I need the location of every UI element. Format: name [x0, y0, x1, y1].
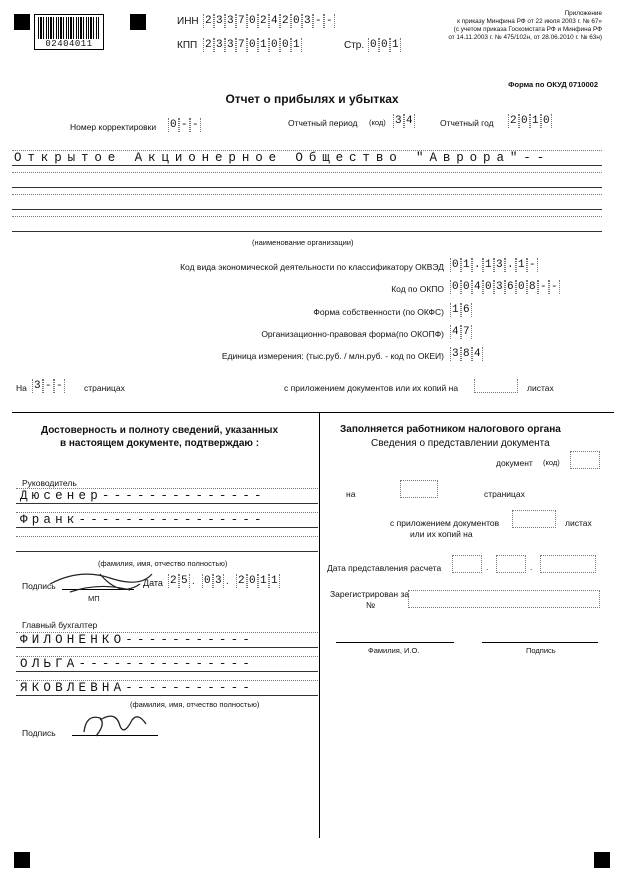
char-cell: 0 — [380, 39, 388, 51]
char-cell: 3 — [226, 39, 234, 51]
char-cell: 3 — [226, 15, 234, 27]
char-cell: 4 — [270, 15, 278, 27]
char-cell: - — [550, 281, 558, 293]
char-cell: 5 — [180, 575, 188, 587]
date-separator: . — [192, 576, 195, 587]
page-number-field[interactable] — [368, 38, 401, 52]
appendix-line: к приказу Минфина РФ от 22 июля 2003 г. № 67» — [457, 18, 602, 25]
attach-sheets-field[interactable] — [474, 379, 518, 393]
date-day-field[interactable] — [168, 574, 190, 588]
char-cell: 3 — [495, 281, 503, 293]
char-cell: 2 — [169, 575, 177, 587]
head-name-value: Франк---------------- — [20, 513, 266, 527]
char-cell: 7 — [237, 15, 245, 27]
char-cell: 4 — [451, 326, 459, 338]
okei-label: Единица измерения: (тыс.руб. / млн.руб. - код по ОКЕИ) — [221, 351, 444, 361]
char-cell: 7 — [237, 39, 245, 51]
tax-office-subheading: Сведения о представлении документа — [371, 438, 550, 449]
submission-day-field[interactable] — [452, 555, 482, 573]
corner-marker-bottom-right — [594, 852, 610, 868]
char-cell: 4 — [473, 281, 481, 293]
char-cell: 4 — [405, 115, 413, 127]
char-cell: 3 — [33, 380, 41, 392]
org-name-value: Открытое Акционерное Общество "Аврора"-- — [14, 151, 551, 165]
char-cell: - — [191, 119, 199, 131]
acc-patronymic-value: ЯКОВЛЕВНА----------- — [20, 681, 255, 695]
registration-number-field[interactable] — [408, 590, 600, 608]
char-cell: 0 — [203, 575, 211, 587]
tax-pages-field[interactable] — [400, 480, 438, 498]
correction-label: Номер корректировки — [70, 122, 157, 132]
char-cell: 1 — [391, 39, 399, 51]
section-divider — [12, 412, 614, 413]
inn-field[interactable] — [203, 14, 335, 28]
char-cell: 3 — [215, 15, 223, 27]
sign-caption: Подпись — [526, 646, 556, 655]
char-cell: 6 — [462, 304, 470, 316]
pages-on-label: На — [16, 383, 27, 393]
char-cell: 0 — [484, 281, 492, 293]
char-cell: 0 — [517, 281, 525, 293]
char-cell: 0 — [270, 39, 278, 51]
char-cell: 0 — [462, 281, 470, 293]
okopf-field[interactable] — [450, 325, 472, 339]
document-code-label: (код) — [543, 458, 560, 467]
tax-attach-label-1: с приложением документов — [390, 518, 500, 528]
char-cell: - — [325, 15, 333, 27]
kpp-label: КПП — [177, 40, 198, 51]
okpo-label: Код по ОКПО — [391, 284, 444, 294]
year-field[interactable] — [508, 114, 552, 128]
confirm-heading-line-1: Достоверность и полноту сведений, указанных — [40, 425, 279, 436]
kpp-field[interactable] — [203, 38, 302, 52]
date-month-field[interactable] — [202, 574, 224, 588]
attach-label: с приложением документов или их копий на — [284, 383, 459, 393]
char-cell: . — [473, 259, 481, 271]
char-cell: 3 — [215, 39, 223, 51]
tax-office-heading: Заполняется работником налогового органа — [340, 424, 561, 435]
head-fio-caption: (фамилия, имя, отчество полностью) — [98, 559, 228, 568]
submission-year-field[interactable] — [540, 555, 596, 573]
char-cell: 2 — [237, 575, 245, 587]
okfs-field[interactable] — [450, 303, 472, 317]
barcode — [34, 14, 104, 50]
appendix-line: (с учетом приказа Госкомстата РФ и Минфина РФ — [453, 26, 602, 33]
char-cell: 1 — [484, 259, 492, 271]
document-code-field[interactable] — [570, 451, 600, 469]
corner-marker-top-left — [14, 14, 30, 30]
fio-line — [336, 642, 454, 643]
submission-month-field[interactable] — [496, 555, 526, 573]
document-label: документ — [496, 458, 533, 468]
correction-field[interactable] — [168, 118, 201, 132]
pages-label: страницах — [84, 383, 125, 393]
char-cell: 8 — [528, 281, 536, 293]
head-label: Руководитель — [22, 478, 77, 488]
char-cell: - — [528, 259, 536, 271]
char-cell: 1 — [451, 304, 459, 316]
org-name-caption: (наименование организации) — [252, 238, 354, 247]
acc-surname-value: ФИЛОНЕНКО----------- — [20, 633, 255, 647]
char-cell: 3 — [451, 348, 459, 360]
acc-fio-caption: (фамилия, имя, отчество полностью) — [130, 700, 260, 709]
org-name-row-3[interactable] — [12, 194, 602, 210]
char-cell: 1 — [292, 39, 300, 51]
char-cell: 2 — [259, 15, 267, 27]
char-cell: 2 — [204, 15, 212, 27]
date-label: Дата — [143, 578, 163, 588]
char-cell: 0 — [451, 281, 459, 293]
char-cell: 0 — [369, 39, 377, 51]
char-cell: 3 — [214, 575, 222, 587]
tax-pages-on-label: на — [346, 489, 356, 499]
tax-attach-sheets-field[interactable] — [512, 510, 556, 528]
char-cell: 1 — [531, 115, 539, 127]
char-cell: 0 — [281, 39, 289, 51]
okpo-field[interactable] — [450, 280, 560, 294]
char-cell: - — [180, 119, 188, 131]
char-cell: 0 — [248, 39, 256, 51]
char-cell: 1 — [270, 575, 278, 587]
appendix-line: от 14.11.2003 г. № 475/102н, от 28.06.2010 г. № 63н) — [448, 34, 602, 41]
char-cell: 2 — [281, 15, 289, 27]
date-separator: . — [530, 562, 533, 572]
char-cell: 0 — [248, 575, 256, 587]
okved-label: Код вида экономической деятельности по классификатору ОКВЭД — [180, 262, 444, 272]
acc-sign-label: Подпись — [22, 728, 56, 738]
appendix-note — [448, 10, 602, 42]
pages-count-field[interactable] — [32, 379, 65, 393]
char-cell: 2 — [509, 115, 517, 127]
accountant-label: Главный бухгалтер — [22, 620, 98, 630]
tax-pages-label: страницах — [484, 489, 525, 499]
char-cell: 3 — [495, 259, 503, 271]
tax-sheets-label: листах — [565, 518, 592, 528]
date-separator: . — [486, 562, 489, 572]
org-name-row-4[interactable] — [12, 216, 602, 232]
char-cell: 1 — [259, 575, 267, 587]
period-label: Отчетный период — [288, 118, 358, 128]
form-code: Форма по ОКУД 0710002 — [508, 80, 598, 89]
char-cell: 7 — [462, 326, 470, 338]
char-cell: 0 — [292, 15, 300, 27]
period-code-label: (код) — [369, 118, 386, 127]
stamp-mp-label: МП — [88, 594, 100, 603]
okfs-label: Форма собственности (по ОКФС) — [313, 307, 444, 317]
period-field[interactable] — [393, 114, 415, 128]
barcode-bars — [38, 17, 100, 39]
char-cell: 0 — [520, 115, 528, 127]
head-surname-value: Дюсенер-------------- — [20, 489, 266, 503]
char-cell: 0 — [542, 115, 550, 127]
page-label: Стр. — [344, 40, 365, 51]
char-cell: - — [314, 15, 322, 27]
head-patronymic-row[interactable] — [16, 536, 318, 552]
accountant-signature-image — [76, 706, 156, 746]
char-cell: 0 — [169, 119, 177, 131]
okved-field[interactable] — [450, 258, 538, 272]
okopf-label: Организационно-правовая форма(по ОКОПФ) — [261, 329, 444, 339]
char-cell: . — [506, 259, 514, 271]
char-cell: 8 — [462, 348, 470, 360]
char-cell: - — [44, 380, 52, 392]
registered-number-label: № — [366, 600, 376, 610]
char-cell: 3 — [303, 15, 311, 27]
confirm-heading-line-2: в настоящем документе, подтверждаю : — [59, 438, 260, 449]
okei-field[interactable] — [450, 347, 483, 361]
sheets-label: листах — [527, 383, 554, 393]
year-label: Отчетный год — [440, 118, 494, 128]
char-cell: 0 — [248, 15, 256, 27]
char-cell: - — [539, 281, 547, 293]
char-cell: - — [55, 380, 63, 392]
date-year-field[interactable] — [236, 574, 280, 588]
head-sign-label: Подпись — [22, 581, 56, 591]
submission-date-label: Дата представления расчета — [327, 563, 442, 573]
column-divider — [319, 412, 320, 838]
tax-attach-label-2: или их копий на — [410, 529, 473, 539]
char-cell: 2 — [204, 39, 212, 51]
head-signature-image — [40, 562, 160, 602]
barcode-number: 02404011 — [45, 39, 93, 49]
org-name-row-2[interactable] — [12, 172, 602, 188]
char-cell: 1 — [259, 39, 267, 51]
char-cell: 1 — [517, 259, 525, 271]
char-cell: 4 — [473, 348, 481, 360]
corner-marker-top-middle — [130, 14, 146, 30]
inn-label: ИНН — [177, 16, 199, 27]
registered-label: Зарегистрирован за — [330, 589, 410, 599]
fio-caption: Фамилия, И.О. — [368, 646, 420, 655]
sign-line — [482, 642, 598, 643]
char-cell: 6 — [506, 281, 514, 293]
acc-name-value: ОЛЬГА--------------- — [20, 657, 255, 671]
char-cell: 0 — [451, 259, 459, 271]
corner-marker-bottom-left — [14, 852, 30, 868]
appendix-line: Приложение — [564, 10, 602, 17]
page-title: Отчет о прибылях и убытках — [225, 92, 399, 106]
char-cell: 1 — [462, 259, 470, 271]
date-separator: . — [226, 576, 229, 587]
char-cell: 3 — [394, 115, 402, 127]
